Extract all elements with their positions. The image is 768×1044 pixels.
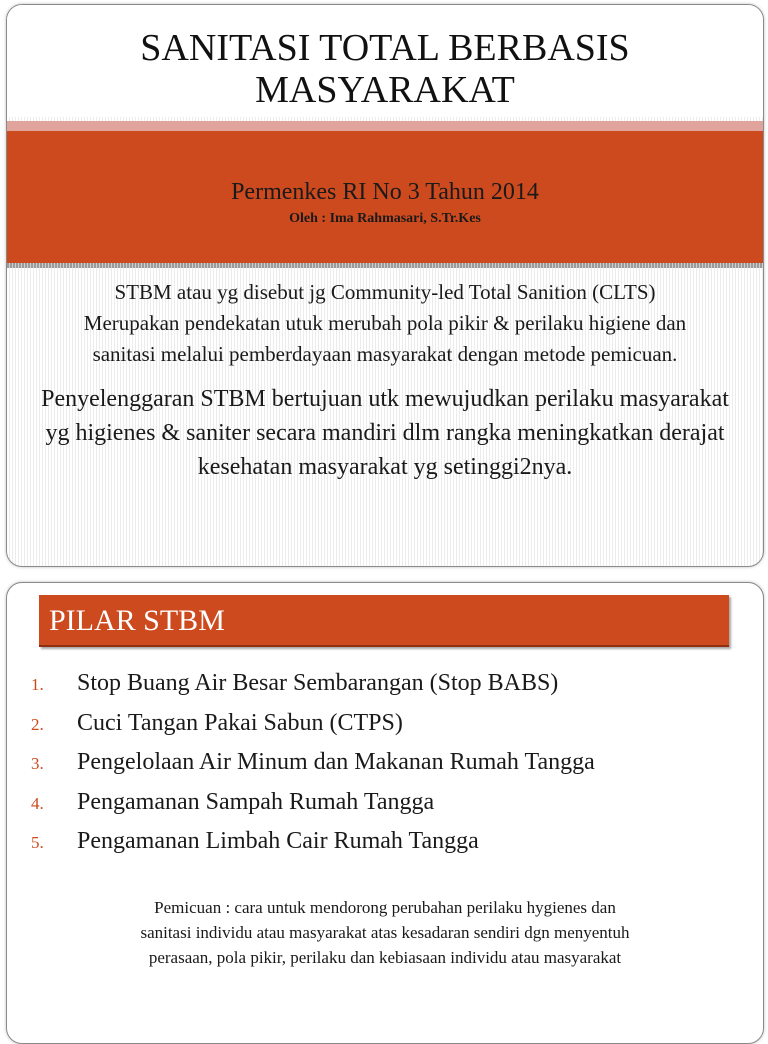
list-item-text: Pengamanan Sampah Rumah Tangga <box>77 788 435 815</box>
title-area <box>7 5 763 117</box>
list-item-number: 2. <box>31 714 44 734</box>
slide-1 <box>6 4 764 567</box>
goal-paragraph: Penyelenggaran STBM bertujuan utk mewujudkan perilaku masyarakat yg higienes & saniter secara mandiri dlm rangka meningkatkan derajat kesehatan masyarakat yg setinggi2nya. <box>41 386 729 480</box>
note-line-3: perasaan, pola pikir, perilaku dan kebiasaan individu atau masyarakat <box>148 948 622 967</box>
list-item-number: 4. <box>31 793 44 813</box>
pemicuan-note <box>7 895 763 970</box>
pink-divider-strip <box>7 121 763 131</box>
list-item-number: 5. <box>31 833 44 852</box>
intro-paragraph: STBM atau yg disebut jg Community-led Total Sanition (CLTS) Merupakan pendekatan utuk merubah pola pikir & perilaku higiene dan sanitasi melalui pemberdayaan masyarakat dengan metode pemicuan. <box>83 280 687 366</box>
author-line: Oleh : Ima Rahmasari, S.Tr.Kes <box>289 211 481 226</box>
pilar-list <box>31 663 595 861</box>
subtitle: Permenkes RI No 3 Tahun 2014 <box>231 179 539 205</box>
list-item <box>31 782 595 822</box>
list-item-number: 1. <box>31 675 44 694</box>
list-item <box>31 703 595 743</box>
pilar-header-band <box>39 595 729 647</box>
list-item <box>31 742 595 782</box>
title-line-1: SANITASI TOTAL BERBASIS <box>140 27 630 69</box>
subtitle-band <box>7 131 763 263</box>
slide-1-body <box>7 277 763 484</box>
note-line-1: Pemicuan : cara untuk mendorong perubahan perilaku hygienes dan <box>154 898 616 917</box>
title-line-2: MASYARAKAT <box>255 69 515 111</box>
note-line-2: sanitasi individu atau masyarakat atas kesadaran sendiri dgn menyentuh <box>140 923 630 942</box>
list-item <box>31 821 595 861</box>
slide-title <box>7 27 763 111</box>
list-item-number: 3. <box>31 754 44 773</box>
list-item-text: Pengamanan Limbah Cair Rumah Tangga <box>77 828 479 854</box>
slide-2 <box>6 582 764 1044</box>
list-item-text: Stop Buang Air Besar Sembarangan (Stop BABS) <box>77 670 559 696</box>
list-item-text: Cuci Tangan Pakai Sabun (CTPS) <box>77 709 403 736</box>
list-item <box>31 663 595 703</box>
gray-divider-strip <box>7 263 763 268</box>
pilar-header: PILAR STBM <box>49 604 225 637</box>
list-item-text: Pengelolaan Air Minum dan Makanan Rumah Tangga <box>77 749 595 775</box>
